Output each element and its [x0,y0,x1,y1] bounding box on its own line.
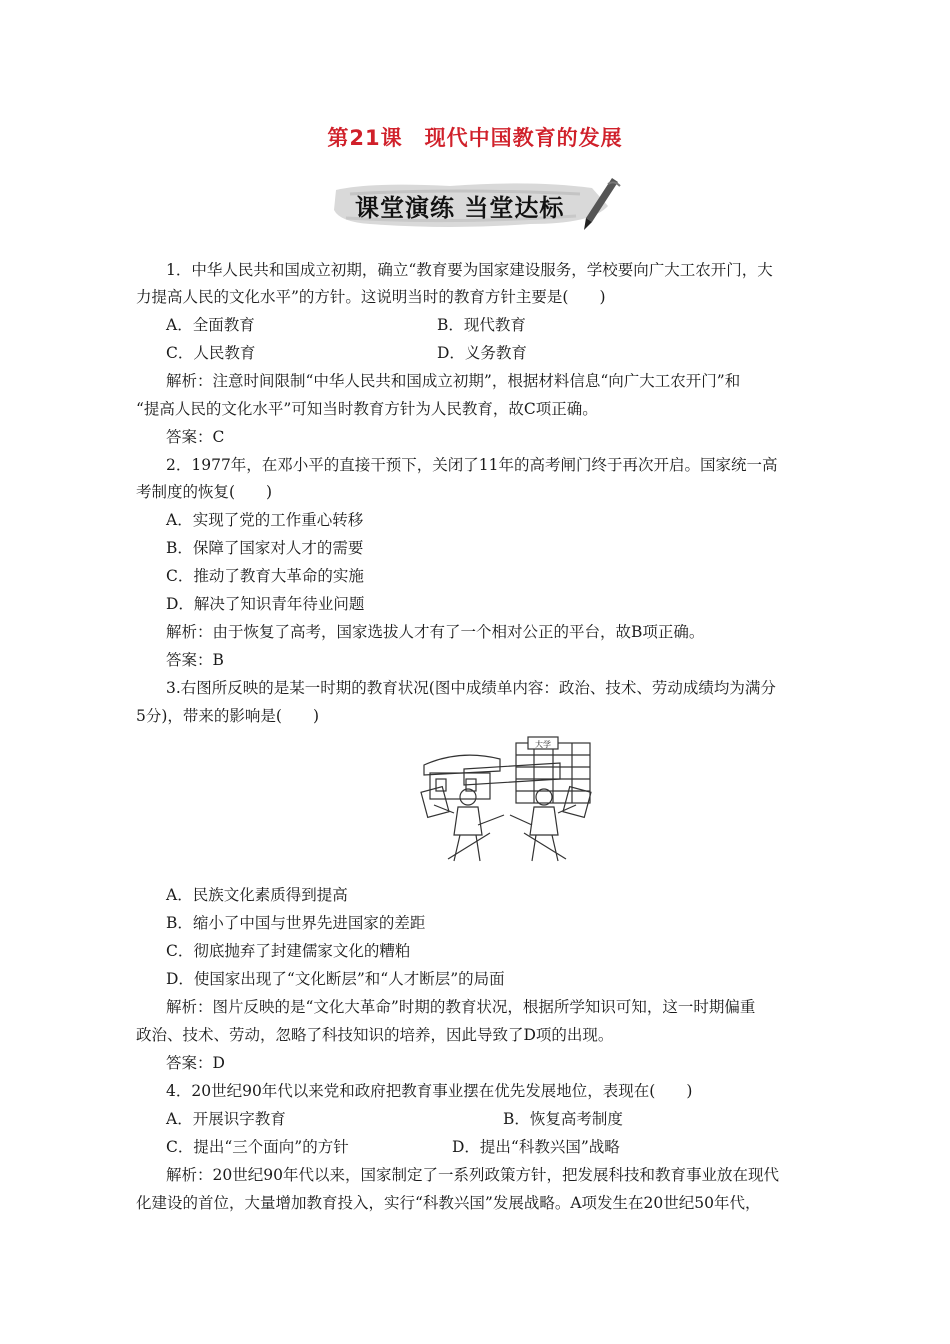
section-banner [330,176,620,234]
q3-option-b: B．缩小了中国与世界先进国家的差距 [166,914,426,932]
q1-analysis-line1: 解析：注意时间限制“中华人民共和国成立初期”，根据材料信息“向广大工农开门”和 [166,372,741,390]
banner-title: 课堂演练 当堂达标 [355,194,565,222]
q4-option-d: D．提出“科教兴国”战略 [452,1138,620,1156]
q3-analysis-line2: 政治、技术、劳动，忽略了科技知识的培养，因此导致了D项的出现。 [136,1026,614,1044]
q2-answer: 答案：B [166,651,224,669]
q3-answer: 答案：D [166,1054,225,1072]
q4-option-c: C．提出“三个面向”的方针 [166,1138,349,1156]
q2-option-c: C．推动了教育大革命的实施 [166,567,364,585]
q3-option-d: D．使国家出现了“文化断层”和“人才断层”的局面 [166,970,505,988]
q2-option-a: A．实现了党的工作重心转移 [166,511,364,529]
q3-analysis-line1: 解析：图片反映的是“文化大革命”时期的教育状况，根据所学知识可知，这一时期偏重 [166,998,756,1016]
q2-analysis-line1: 解析：由于恢复了高考，国家选拔人才有了一个相对公正的平台，故B项正确。 [166,623,705,641]
q4-analysis-line2: 化建设的首位，大量增加教育投入，实行“科教兴国”发展战略。A项发生在20世纪50年代， [136,1194,761,1212]
q2-stem-line2: 考制度的恢复( ) [136,483,273,501]
q2-stem-line1: 2．1977年，在邓小平的直接干预下，关闭了11年的高考闸门终于再次开启。国家统一高 [166,456,778,474]
q2-option-d: D．解决了知识青年待业问题 [166,595,365,613]
q1-stem-line1: 1．中华人民共和国成立初期，确立“教育要为国家建设服务，学校要向广大工农开门，大 [166,261,773,279]
q3-option-c: C．彻底抛弃了封建儒家文化的糟粕 [166,942,411,960]
q1-option-c: C．人民教育 [166,344,256,362]
lesson-title: 第21课 现代中国教育的发展 [327,126,623,150]
students-cartoon-image [420,735,594,870]
q1-option-b: B．现代教育 [437,316,526,334]
q1-option-d: D．义务教育 [437,344,527,362]
figure-sign-label: 大学 [535,740,551,749]
q1-analysis-line2: “提高人民的文化水平”可知当时教育方针为人民教育，故C项正确。 [136,400,598,418]
cartoon-illustration [420,735,594,870]
q1-answer: 答案：C [166,428,225,446]
q3-stem-line2: 5分)，带来的影响是( ) [136,707,320,725]
q4-stem-line1: 4．20世纪90年代以来党和政府把教育事业摆在优先发展地位，表现在( ) [166,1082,693,1100]
q4-option-a: A．开展识字教育 [166,1110,286,1128]
q1-option-a: A．全面教育 [166,316,255,334]
q1-stem-line2: 力提高人民的文化水平”的方针。这说明当时的教育方针主要是( ) [136,288,606,306]
q2-option-b: B．保障了国家对人才的需要 [166,539,364,557]
q4-option-b: B．恢复高考制度 [503,1110,623,1128]
q3-option-a: A．民族文化素质得到提高 [166,886,348,904]
pen-brush-icon [578,176,622,232]
q4-analysis-line1: 解析：20世纪90年代以来，国家制定了一系列政策方针，把发展科技和教育事业放在现代 [166,1166,779,1184]
q3-stem-line1: 3.右图所反映的是某一时期的教育状况(图中成绩单内容：政治、技术、劳动成绩均为满分 [166,679,776,697]
